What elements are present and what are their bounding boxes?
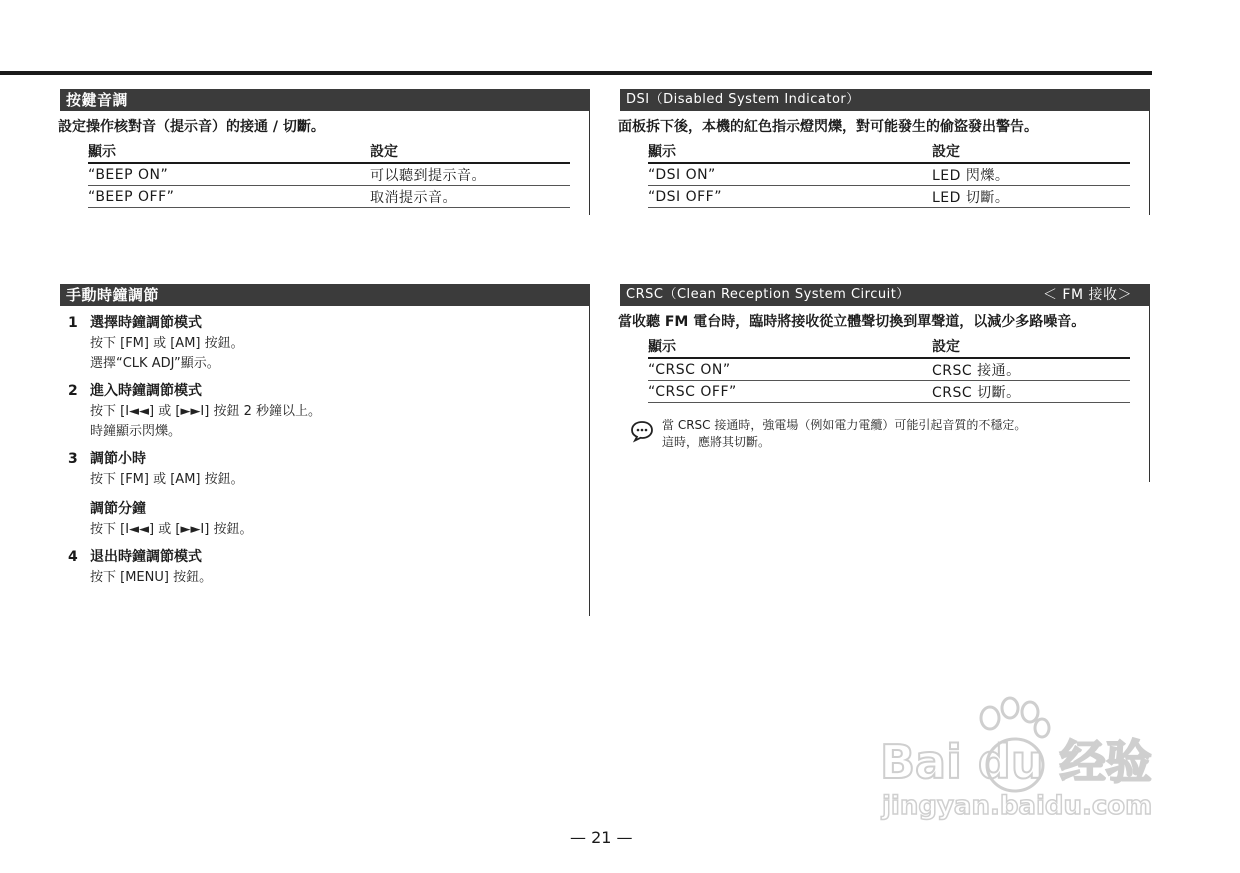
beep-header: 按鍵音調 xyxy=(60,89,590,111)
row-display: “CRSC ON” xyxy=(648,358,932,381)
column-divider xyxy=(1149,306,1150,482)
table-row xyxy=(88,186,570,208)
clock-section xyxy=(60,284,590,588)
row-setting: LED 切斷。 xyxy=(932,186,1130,208)
row-display: “CRSC OFF” xyxy=(648,381,932,403)
step-3 xyxy=(68,448,590,490)
row-setting: CRSC 接通。 xyxy=(932,358,1130,381)
col-display: 顯示 xyxy=(648,141,932,163)
step-line: 按下 [FM] 或 [AM] 按鈕。 xyxy=(90,336,244,351)
step-number: 4 xyxy=(68,549,78,565)
row-display: “DSI OFF” xyxy=(648,186,932,208)
column-divider xyxy=(1149,111,1150,215)
note-line: 這時，應將其切斷。 xyxy=(662,435,771,449)
step-title: 調節分鐘 xyxy=(90,501,146,517)
table-row xyxy=(648,381,1130,403)
col-display: 顯示 xyxy=(648,336,932,358)
column-divider xyxy=(589,306,590,616)
step-line: 按下 [I◄◄] 或 [►►I] 按鈕。 xyxy=(90,522,253,537)
col-setting: 設定 xyxy=(932,141,1130,163)
crsc-header-title: CRSC（Clean Reception System Circuit） xyxy=(626,287,910,302)
step-line: 選擇“CLK ADJ”顯示。 xyxy=(90,356,220,371)
crsc-header xyxy=(620,284,1150,306)
watermark-brand: Bai du 经验 xyxy=(880,735,1152,789)
row-display: “BEEP OFF” xyxy=(88,186,370,208)
col-display: 顯示 xyxy=(88,141,370,163)
dsi-intro: 面板拆下後，本機的紅色指示燈閃爍，對可能發生的偷盜發出警告。 xyxy=(618,119,1038,135)
clock-header: 手動時鐘調節 xyxy=(60,284,590,306)
top-rule xyxy=(0,71,1152,75)
row-setting: LED 閃爍。 xyxy=(932,163,1130,186)
table-header-row xyxy=(648,336,1130,358)
step-title: 退出時鐘調節模式 xyxy=(90,549,202,565)
beep-intro: 設定操作核對音（提示音）的接通 / 切斷。 xyxy=(58,119,325,135)
col-setting: 設定 xyxy=(370,141,570,163)
step-title: 進入時鐘調節模式 xyxy=(90,383,202,399)
table-row xyxy=(648,186,1130,208)
dsi-section xyxy=(620,89,1150,208)
table-row xyxy=(648,358,1130,381)
step-2 xyxy=(68,380,590,442)
page-number: — 21 — xyxy=(570,828,633,847)
watermark-url: jingyan.baidu.com xyxy=(882,791,1153,821)
table-row xyxy=(88,163,570,186)
beep-table xyxy=(88,141,570,208)
step-number: 2 xyxy=(68,383,78,399)
crsc-note xyxy=(620,417,1150,451)
speech-bubble-icon xyxy=(630,419,654,443)
row-setting: CRSC 切斷。 xyxy=(932,381,1130,403)
row-display: “DSI ON” xyxy=(648,163,932,186)
step-4 xyxy=(68,546,590,588)
crsc-header-tag: ＜ FM 接收＞ xyxy=(1042,287,1132,303)
step-title: 調節小時 xyxy=(90,451,146,467)
step-line: 按下 [I◄◄] 或 [►►I] 按鈕 2 秒鐘以上。 xyxy=(90,404,322,419)
step-number: 3 xyxy=(68,451,78,467)
baidu-paw-logo xyxy=(870,690,1170,830)
step-line: 時鐘顯示閃爍。 xyxy=(90,424,182,439)
step-line: 按下 [MENU] 按鈕。 xyxy=(90,570,213,585)
dsi-header: DSI（Disabled System Indicator） xyxy=(620,89,1150,111)
column-divider xyxy=(589,111,590,215)
note-line: 當 CRSC 接通時，強電場（例如電力電纜）可能引起音質的不穩定。 xyxy=(662,418,1027,432)
crsc-section xyxy=(620,284,1150,451)
step-number: 1 xyxy=(68,315,78,331)
table-row xyxy=(648,163,1130,186)
baidu-watermark xyxy=(870,690,1170,830)
step-title: 選擇時鐘調節模式 xyxy=(90,315,202,331)
row-setting: 取消提示音。 xyxy=(370,186,570,208)
beep-section xyxy=(60,89,590,208)
crsc-intro: 當收聽 FM 電台時，臨時將接收從立體聲切換到單聲道，以減少多路噪音。 xyxy=(618,314,1086,330)
table-header-row xyxy=(88,141,570,163)
step-1 xyxy=(68,312,590,374)
dsi-table xyxy=(648,141,1130,208)
row-setting: 可以聽到提示音。 xyxy=(370,163,570,186)
step-line: 按下 [FM] 或 [AM] 按鈕。 xyxy=(90,472,244,487)
col-setting: 設定 xyxy=(932,336,1130,358)
row-display: “BEEP ON” xyxy=(88,163,370,186)
step-3b xyxy=(68,498,590,540)
crsc-table xyxy=(648,336,1130,403)
table-header-row xyxy=(648,141,1130,163)
